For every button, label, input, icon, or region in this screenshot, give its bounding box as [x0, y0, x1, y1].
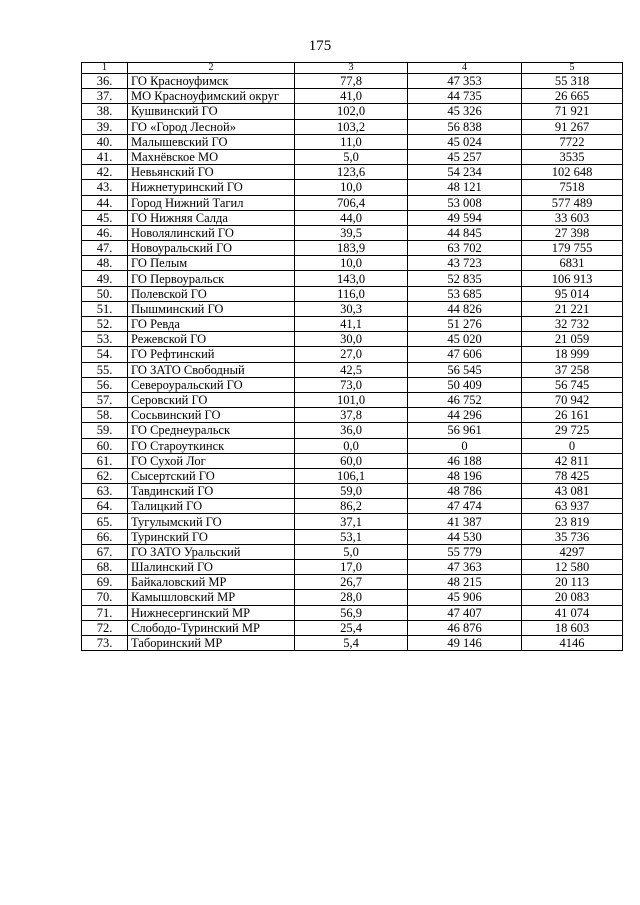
- municipality-name: ГО Сухой Лог: [128, 453, 295, 468]
- table-body: [82, 74, 623, 651]
- table-row: [82, 119, 623, 134]
- column-5-value: 21 221: [522, 301, 623, 316]
- column-4-value: 48 121: [408, 180, 522, 195]
- column-3-value: 706,4: [295, 195, 408, 210]
- row-number: 55.: [82, 362, 128, 377]
- municipality-name: Сысертский ГО: [128, 468, 295, 483]
- column-4-value: 47 407: [408, 605, 522, 620]
- column-4-value: 45 024: [408, 134, 522, 149]
- municipality-name: Слободо-Туринский МР: [128, 620, 295, 635]
- column-3-value: 59,0: [295, 484, 408, 499]
- municipality-name: Невьянский ГО: [128, 165, 295, 180]
- column-3-value: 28,0: [295, 590, 408, 605]
- column-4-value: 48 215: [408, 575, 522, 590]
- municipality-name: Таборинский МР: [128, 635, 295, 650]
- column-5-value: 70 942: [522, 392, 623, 407]
- row-number: 57.: [82, 392, 128, 407]
- column-3-value: 42,5: [295, 362, 408, 377]
- row-number: 41.: [82, 149, 128, 164]
- table-row: [82, 241, 623, 256]
- column-5-value: 55 318: [522, 74, 623, 89]
- column-4-value: 41 387: [408, 514, 522, 529]
- table-row: [82, 560, 623, 575]
- column-5-value: 41 074: [522, 605, 623, 620]
- municipality-name: Полевской ГО: [128, 286, 295, 301]
- municipality-name: ГО Староуткинск: [128, 438, 295, 453]
- column-4-value: 48 196: [408, 468, 522, 483]
- row-number: 73.: [82, 635, 128, 650]
- row-number: 36.: [82, 74, 128, 89]
- column-3-value: 5,0: [295, 149, 408, 164]
- table-row: [82, 195, 623, 210]
- column-4-value: 56 961: [408, 423, 522, 438]
- row-number: 39.: [82, 119, 128, 134]
- municipality-name: ГО Нижняя Салда: [128, 210, 295, 225]
- table-row: [82, 392, 623, 407]
- municipality-name: Тугулымский ГО: [128, 514, 295, 529]
- table-header-row: [82, 63, 623, 74]
- table-row: [82, 210, 623, 225]
- table-row: [82, 484, 623, 499]
- column-5-value: 37 258: [522, 362, 623, 377]
- column-5-value: 33 603: [522, 210, 623, 225]
- row-number: 62.: [82, 468, 128, 483]
- row-number: 52.: [82, 317, 128, 332]
- row-number: 61.: [82, 453, 128, 468]
- column-5-value: 23 819: [522, 514, 623, 529]
- column-5-value: 4297: [522, 544, 623, 559]
- column-4-value: 47 474: [408, 499, 522, 514]
- column-4-value: 45 257: [408, 149, 522, 164]
- table-row: [82, 271, 623, 286]
- column-4-value: 45 326: [408, 104, 522, 119]
- column-3-value: 26,7: [295, 575, 408, 590]
- row-number: 43.: [82, 180, 128, 195]
- column-3-value: 27,0: [295, 347, 408, 362]
- column-4-value: 44 826: [408, 301, 522, 316]
- table-row: [82, 74, 623, 89]
- column-5-value: 26 161: [522, 408, 623, 423]
- column-4-value: 52 835: [408, 271, 522, 286]
- column-3-value: 106,1: [295, 468, 408, 483]
- column-5-value: 20 083: [522, 590, 623, 605]
- table-row: [82, 605, 623, 620]
- municipality-name: Новоуральский ГО: [128, 241, 295, 256]
- column-4-value: 53 685: [408, 286, 522, 301]
- municipality-name: Режевской ГО: [128, 332, 295, 347]
- column-3-value: 39,5: [295, 225, 408, 240]
- column-4-value: 63 702: [408, 241, 522, 256]
- column-4-value: 46 188: [408, 453, 522, 468]
- table-row: [82, 134, 623, 149]
- table-row: [82, 438, 623, 453]
- municipality-name: ГО Первоуральск: [128, 271, 295, 286]
- table-row: [82, 347, 623, 362]
- column-3-value: 116,0: [295, 286, 408, 301]
- column-4-value: 46 752: [408, 392, 522, 407]
- column-5-value: 32 732: [522, 317, 623, 332]
- table-row: [82, 225, 623, 240]
- municipality-name: Пышминский ГО: [128, 301, 295, 316]
- column-3-value: 0,0: [295, 438, 408, 453]
- municipality-name: Нижнетуринский ГО: [128, 180, 295, 195]
- table-row: [82, 499, 623, 514]
- row-number: 40.: [82, 134, 128, 149]
- row-number: 71.: [82, 605, 128, 620]
- column-3-value: 37,1: [295, 514, 408, 529]
- row-number: 42.: [82, 165, 128, 180]
- table-row: [82, 149, 623, 164]
- column-3-value: 10,0: [295, 180, 408, 195]
- column-4-value: 47 363: [408, 560, 522, 575]
- column-3-value: 86,2: [295, 499, 408, 514]
- column-4-value: 54 234: [408, 165, 522, 180]
- row-number: 70.: [82, 590, 128, 605]
- column-4-value: 49 594: [408, 210, 522, 225]
- column-5-value: 12 580: [522, 560, 623, 575]
- municipality-name: Камышловский МР: [128, 590, 295, 605]
- row-number: 59.: [82, 423, 128, 438]
- column-5-value: 6831: [522, 256, 623, 271]
- table-row: [82, 317, 623, 332]
- table-row: [82, 635, 623, 650]
- table-row: [82, 256, 623, 271]
- table-row: [82, 468, 623, 483]
- row-number: 67.: [82, 544, 128, 559]
- table-row: [82, 453, 623, 468]
- municipality-name: Кушвинский ГО: [128, 104, 295, 119]
- municipality-name: Город Нижний Тагил: [128, 195, 295, 210]
- municipality-name: Сосьвинский ГО: [128, 408, 295, 423]
- column-header-1: 1: [82, 63, 128, 74]
- page-number: 175: [308, 38, 332, 54]
- column-3-value: 56,9: [295, 605, 408, 620]
- table-row: [82, 332, 623, 347]
- row-number: 69.: [82, 575, 128, 590]
- column-4-value: 0: [408, 438, 522, 453]
- column-5-value: 4146: [522, 635, 623, 650]
- row-number: 38.: [82, 104, 128, 119]
- table-row: [82, 362, 623, 377]
- municipality-name: Малышевский ГО: [128, 134, 295, 149]
- column-5-value: 43 081: [522, 484, 623, 499]
- column-4-value: 51 276: [408, 317, 522, 332]
- municipality-name: ГО ЗАТО Уральский: [128, 544, 295, 559]
- column-3-value: 183,9: [295, 241, 408, 256]
- table-row: [82, 301, 623, 316]
- column-4-value: 47 353: [408, 74, 522, 89]
- row-number: 68.: [82, 560, 128, 575]
- column-4-value: 48 786: [408, 484, 522, 499]
- column-4-value: 44 845: [408, 225, 522, 240]
- column-5-value: 106 913: [522, 271, 623, 286]
- column-5-value: 21 059: [522, 332, 623, 347]
- row-number: 48.: [82, 256, 128, 271]
- row-number: 49.: [82, 271, 128, 286]
- column-header-2: 2: [128, 63, 295, 74]
- column-5-value: 63 937: [522, 499, 623, 514]
- column-5-value: 577 489: [522, 195, 623, 210]
- column-3-value: 102,0: [295, 104, 408, 119]
- data-table: [81, 62, 623, 651]
- row-number: 54.: [82, 347, 128, 362]
- table-row: [82, 575, 623, 590]
- column-5-value: 3535: [522, 149, 623, 164]
- row-number: 56.: [82, 377, 128, 392]
- row-number: 65.: [82, 514, 128, 529]
- column-5-value: 78 425: [522, 468, 623, 483]
- column-5-value: 179 755: [522, 241, 623, 256]
- column-4-value: 55 779: [408, 544, 522, 559]
- row-number: 60.: [82, 438, 128, 453]
- column-5-value: 0: [522, 438, 623, 453]
- column-3-value: 11,0: [295, 134, 408, 149]
- column-3-value: 36,0: [295, 423, 408, 438]
- row-number: 72.: [82, 620, 128, 635]
- column-4-value: 53 008: [408, 195, 522, 210]
- column-3-value: 5,0: [295, 544, 408, 559]
- row-number: 63.: [82, 484, 128, 499]
- table-row: [82, 104, 623, 119]
- column-5-value: 95 014: [522, 286, 623, 301]
- column-5-value: 35 736: [522, 529, 623, 544]
- column-4-value: 56 545: [408, 362, 522, 377]
- column-4-value: 47 606: [408, 347, 522, 362]
- column-3-value: 30,3: [295, 301, 408, 316]
- table-row: [82, 165, 623, 180]
- column-3-value: 30,0: [295, 332, 408, 347]
- municipality-name: Серовский ГО: [128, 392, 295, 407]
- column-4-value: 50 409: [408, 377, 522, 392]
- table-row: [82, 423, 623, 438]
- table-row: [82, 544, 623, 559]
- column-5-value: 18 603: [522, 620, 623, 635]
- column-4-value: 44 296: [408, 408, 522, 423]
- municipality-name: ГО «Город Лесной»: [128, 119, 295, 134]
- column-3-value: 123,6: [295, 165, 408, 180]
- row-number: 64.: [82, 499, 128, 514]
- column-3-value: 44,0: [295, 210, 408, 225]
- column-5-value: 29 725: [522, 423, 623, 438]
- municipality-name: Новолялинский ГО: [128, 225, 295, 240]
- municipality-name: Махнёвское МО: [128, 149, 295, 164]
- table-row: [82, 514, 623, 529]
- column-3-value: 143,0: [295, 271, 408, 286]
- column-4-value: 45 906: [408, 590, 522, 605]
- column-4-value: 49 146: [408, 635, 522, 650]
- row-number: 37.: [82, 89, 128, 104]
- column-5-value: 18 999: [522, 347, 623, 362]
- column-3-value: 25,4: [295, 620, 408, 635]
- row-number: 47.: [82, 241, 128, 256]
- column-5-value: 20 113: [522, 575, 623, 590]
- municipality-name: Шалинский ГО: [128, 560, 295, 575]
- municipality-name: Североуральский ГО: [128, 377, 295, 392]
- row-number: 51.: [82, 301, 128, 316]
- column-5-value: 71 921: [522, 104, 623, 119]
- column-4-value: 45 020: [408, 332, 522, 347]
- municipality-name: ГО Ревда: [128, 317, 295, 332]
- column-4-value: 44 735: [408, 89, 522, 104]
- column-3-value: 41,0: [295, 89, 408, 104]
- column-4-value: 46 876: [408, 620, 522, 635]
- municipality-name: Байкаловский МР: [128, 575, 295, 590]
- row-number: 45.: [82, 210, 128, 225]
- column-3-value: 73,0: [295, 377, 408, 392]
- column-3-value: 101,0: [295, 392, 408, 407]
- column-5-value: 26 665: [522, 89, 623, 104]
- table-row: [82, 590, 623, 605]
- municipality-name: ГО ЗАТО Свободный: [128, 362, 295, 377]
- row-number: 50.: [82, 286, 128, 301]
- column-header-4: 4: [408, 63, 522, 74]
- column-5-value: 91 267: [522, 119, 623, 134]
- municipality-name: ГО Рефтинский: [128, 347, 295, 362]
- column-header-5: 5: [522, 63, 623, 74]
- column-3-value: 77,8: [295, 74, 408, 89]
- row-number: 53.: [82, 332, 128, 347]
- municipality-name: Нижнесергинский МР: [128, 605, 295, 620]
- column-5-value: 7518: [522, 180, 623, 195]
- column-3-value: 37,8: [295, 408, 408, 423]
- column-3-value: 5,4: [295, 635, 408, 650]
- column-3-value: 17,0: [295, 560, 408, 575]
- row-number: 66.: [82, 529, 128, 544]
- municipality-name: Талицкий ГО: [128, 499, 295, 514]
- table-row: [82, 180, 623, 195]
- row-number: 44.: [82, 195, 128, 210]
- column-4-value: 44 530: [408, 529, 522, 544]
- row-number: 46.: [82, 225, 128, 240]
- column-3-value: 41,1: [295, 317, 408, 332]
- municipality-name: ГО Красноуфимск: [128, 74, 295, 89]
- table-row: [82, 286, 623, 301]
- table-row: [82, 529, 623, 544]
- municipality-name: ГО Пелым: [128, 256, 295, 271]
- column-3-value: 60,0: [295, 453, 408, 468]
- municipality-name: Тавдинский ГО: [128, 484, 295, 499]
- column-5-value: 27 398: [522, 225, 623, 240]
- municipality-name: Туринский ГО: [128, 529, 295, 544]
- municipality-name: МО Красноуфимский округ: [128, 89, 295, 104]
- municipality-name: ГО Среднеуральск: [128, 423, 295, 438]
- table-row: [82, 377, 623, 392]
- column-3-value: 10,0: [295, 256, 408, 271]
- row-number: 58.: [82, 408, 128, 423]
- column-3-value: 103,2: [295, 119, 408, 134]
- table-row: [82, 408, 623, 423]
- column-3-value: 53,1: [295, 529, 408, 544]
- column-4-value: 43 723: [408, 256, 522, 271]
- table-row: [82, 620, 623, 635]
- column-5-value: 7722: [522, 134, 623, 149]
- column-header-3: 3: [295, 63, 408, 74]
- table-row: [82, 89, 623, 104]
- column-4-value: 56 838: [408, 119, 522, 134]
- column-5-value: 56 745: [522, 377, 623, 392]
- column-5-value: 42 811: [522, 453, 623, 468]
- column-5-value: 102 648: [522, 165, 623, 180]
